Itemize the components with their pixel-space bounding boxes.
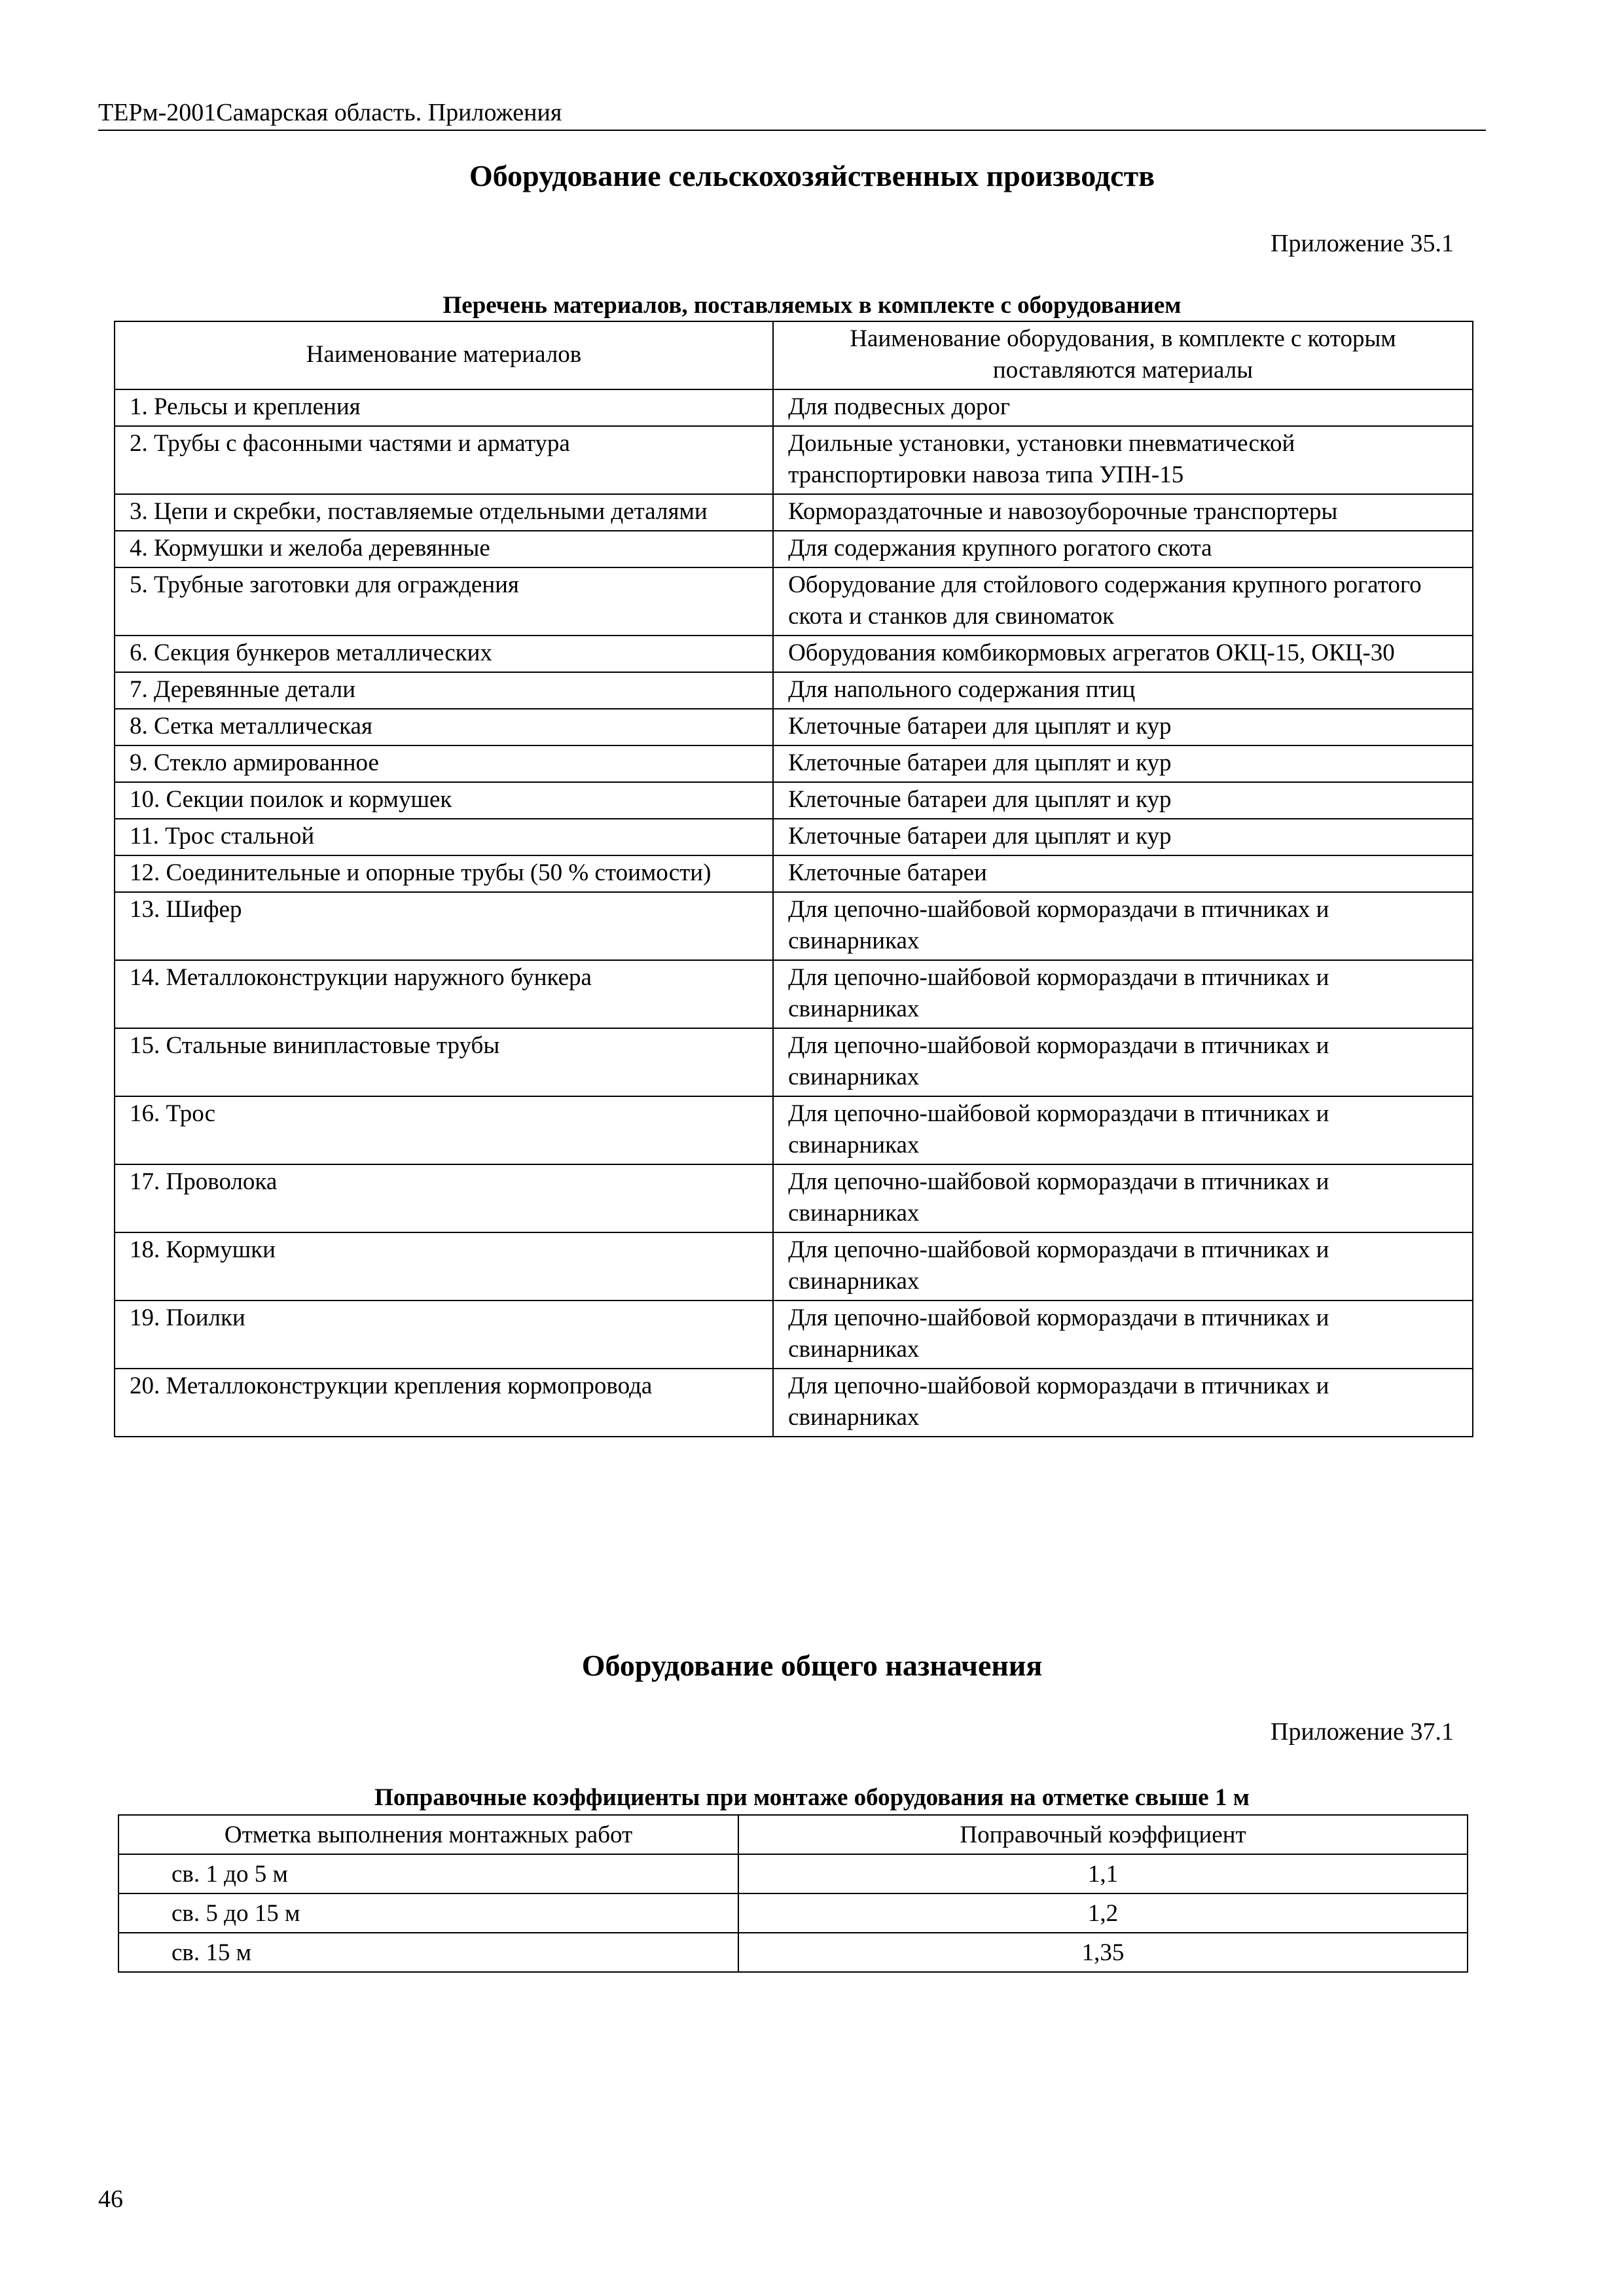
equipment-cell: Клеточные батареи для цыплят и кур xyxy=(773,782,1473,819)
table-row xyxy=(115,1096,1473,1164)
appendix-label-35-1: Приложение 35.1 xyxy=(1271,230,1454,257)
mark-cell: св. 5 до 15 м xyxy=(118,1893,738,1933)
page-number: 46 xyxy=(98,2185,123,2213)
material-cell: 18. Кормушки xyxy=(115,1232,773,1300)
equipment-cell: Для цепочно-шайбовой кормораздачи в птичниках и свинарниках xyxy=(773,1369,1473,1437)
table-row xyxy=(115,819,1473,855)
equipment-cell: Оборудования комбикормовых агрегатов ОКЦ-15, ОКЦ-30 xyxy=(773,636,1473,672)
table-row xyxy=(115,745,1473,782)
table-row xyxy=(118,1933,1468,1972)
table-row xyxy=(115,672,1473,709)
column-header-mark: Отметка выполнения монтажных работ xyxy=(118,1815,738,1854)
table-row xyxy=(115,1369,1473,1437)
materials-table-caption: Перечень материалов, поставляемых в комплекте с оборудованием xyxy=(442,292,1182,319)
table-header-row xyxy=(115,321,1473,389)
material-cell: 13. Шифер xyxy=(115,892,773,960)
coefficient-cell: 1,35 xyxy=(738,1933,1468,1972)
column-header-materials: Наименование материалов xyxy=(115,321,773,389)
material-cell: 19. Поилки xyxy=(115,1300,773,1369)
table-row xyxy=(115,855,1473,892)
equipment-cell: Для цепочно-шайбовой кормораздачи в птичниках и свинарниках xyxy=(773,1300,1473,1369)
table-row xyxy=(115,567,1473,636)
material-cell: 4. Кормушки и желоба деревянные xyxy=(115,531,773,567)
table-row xyxy=(115,426,1473,494)
equipment-cell: Для цепочно-шайбовой кормораздачи в птичниках и свинарниках xyxy=(773,960,1473,1028)
table-row xyxy=(115,1028,1473,1096)
table-row xyxy=(115,531,1473,567)
material-cell: 2. Трубы с фасонными частями и арматура xyxy=(115,426,773,494)
equipment-cell: Для цепочно-шайбовой кормораздачи в птичниках и свинарниках xyxy=(773,892,1473,960)
column-header-equipment: Наименование оборудования, в комплекте с которым поставляются материалы xyxy=(773,321,1473,389)
equipment-cell: Доильные установки, установки пневматической транспортировки навоза типа УПН-15 xyxy=(773,426,1473,494)
table-row xyxy=(115,709,1473,745)
equipment-cell: Клеточные батареи xyxy=(773,855,1473,892)
equipment-cell: Для содержания крупного рогатого скота xyxy=(773,531,1473,567)
material-cell: 9. Стекло армированное xyxy=(115,745,773,782)
equipment-cell: Оборудование для стойлового содержания крупного рогатого скота и станков для свиноматок xyxy=(773,567,1473,636)
equipment-cell: Для цепочно-шайбовой кормораздачи в птичниках и свинарниках xyxy=(773,1028,1473,1096)
table-row xyxy=(115,636,1473,672)
material-cell: 17. Проволока xyxy=(115,1164,773,1232)
material-cell: 16. Трос xyxy=(115,1096,773,1164)
column-header-coefficient: Поправочный коэффициент xyxy=(738,1815,1468,1854)
section-title-agricultural: Оборудование сельскохозяйственных производств xyxy=(469,159,1155,192)
table-header-row xyxy=(118,1815,1468,1854)
material-cell: 14. Металлоконструкции наружного бункера xyxy=(115,960,773,1028)
table-row xyxy=(115,494,1473,531)
equipment-cell: Для подвесных дорог xyxy=(773,389,1473,426)
table-row xyxy=(115,782,1473,819)
material-cell: 12. Соединительные и опорные трубы (50 % стоимости) xyxy=(115,855,773,892)
table-row xyxy=(115,960,1473,1028)
material-cell: 3. Цепи и скребки, поставляемые отдельными деталями xyxy=(115,494,773,531)
equipment-cell: Клеточные батареи для цыплят и кур xyxy=(773,819,1473,855)
material-cell: 6. Секция бункеров металлических xyxy=(115,636,773,672)
coefficients-table xyxy=(118,1814,1468,1973)
table-row xyxy=(115,1232,1473,1300)
material-cell: 10. Секции поилок и кормушек xyxy=(115,782,773,819)
equipment-cell: Для цепочно-шайбовой кормораздачи в птичниках и свинарниках xyxy=(773,1096,1473,1164)
table-row xyxy=(115,892,1473,960)
material-cell: 1. Рельсы и крепления xyxy=(115,389,773,426)
mark-cell: св. 15 м xyxy=(118,1933,738,1972)
equipment-cell: Для напольного содержания птиц xyxy=(773,672,1473,709)
material-cell: 11. Трос стальной xyxy=(115,819,773,855)
materials-table xyxy=(114,321,1473,1437)
equipment-cell: Клеточные батареи для цыплят и кур xyxy=(773,745,1473,782)
appendix-label-37-1: Приложение 37.1 xyxy=(1271,1718,1454,1746)
table-row xyxy=(118,1854,1468,1893)
table-row xyxy=(115,1164,1473,1232)
equipment-cell: Для цепочно-шайбовой кормораздачи в птичниках и свинарниках xyxy=(773,1164,1473,1232)
material-cell: 15. Стальные винипластовые трубы xyxy=(115,1028,773,1096)
coefficient-cell: 1,1 xyxy=(738,1854,1468,1893)
coefficient-cell: 1,2 xyxy=(738,1893,1468,1933)
material-cell: 8. Сетка металлическая xyxy=(115,709,773,745)
coefficients-table-caption: Поправочные коэффициенты при монтаже оборудования на отметке свыше 1 м xyxy=(374,1784,1250,1811)
material-cell: 7. Деревянные детали xyxy=(115,672,773,709)
mark-cell: св. 1 до 5 м xyxy=(118,1854,738,1893)
equipment-cell: Для цепочно-шайбовой кормораздачи в птичниках и свинарниках xyxy=(773,1232,1473,1300)
section-title-general: Оборудование общего назначения xyxy=(581,1649,1043,1682)
table-row xyxy=(118,1893,1468,1933)
material-cell: 20. Металлоконструкции крепления кормопровода xyxy=(115,1369,773,1437)
table-row xyxy=(115,389,1473,426)
running-header: ТЕРм-2001Самарская область. Приложения xyxy=(98,98,1486,131)
equipment-cell: Кормораздаточные и навозоуборочные транспортеры xyxy=(773,494,1473,531)
table-row xyxy=(115,1300,1473,1369)
material-cell: 5. Трубные заготовки для ограждения xyxy=(115,567,773,636)
equipment-cell: Клеточные батареи для цыплят и кур xyxy=(773,709,1473,745)
